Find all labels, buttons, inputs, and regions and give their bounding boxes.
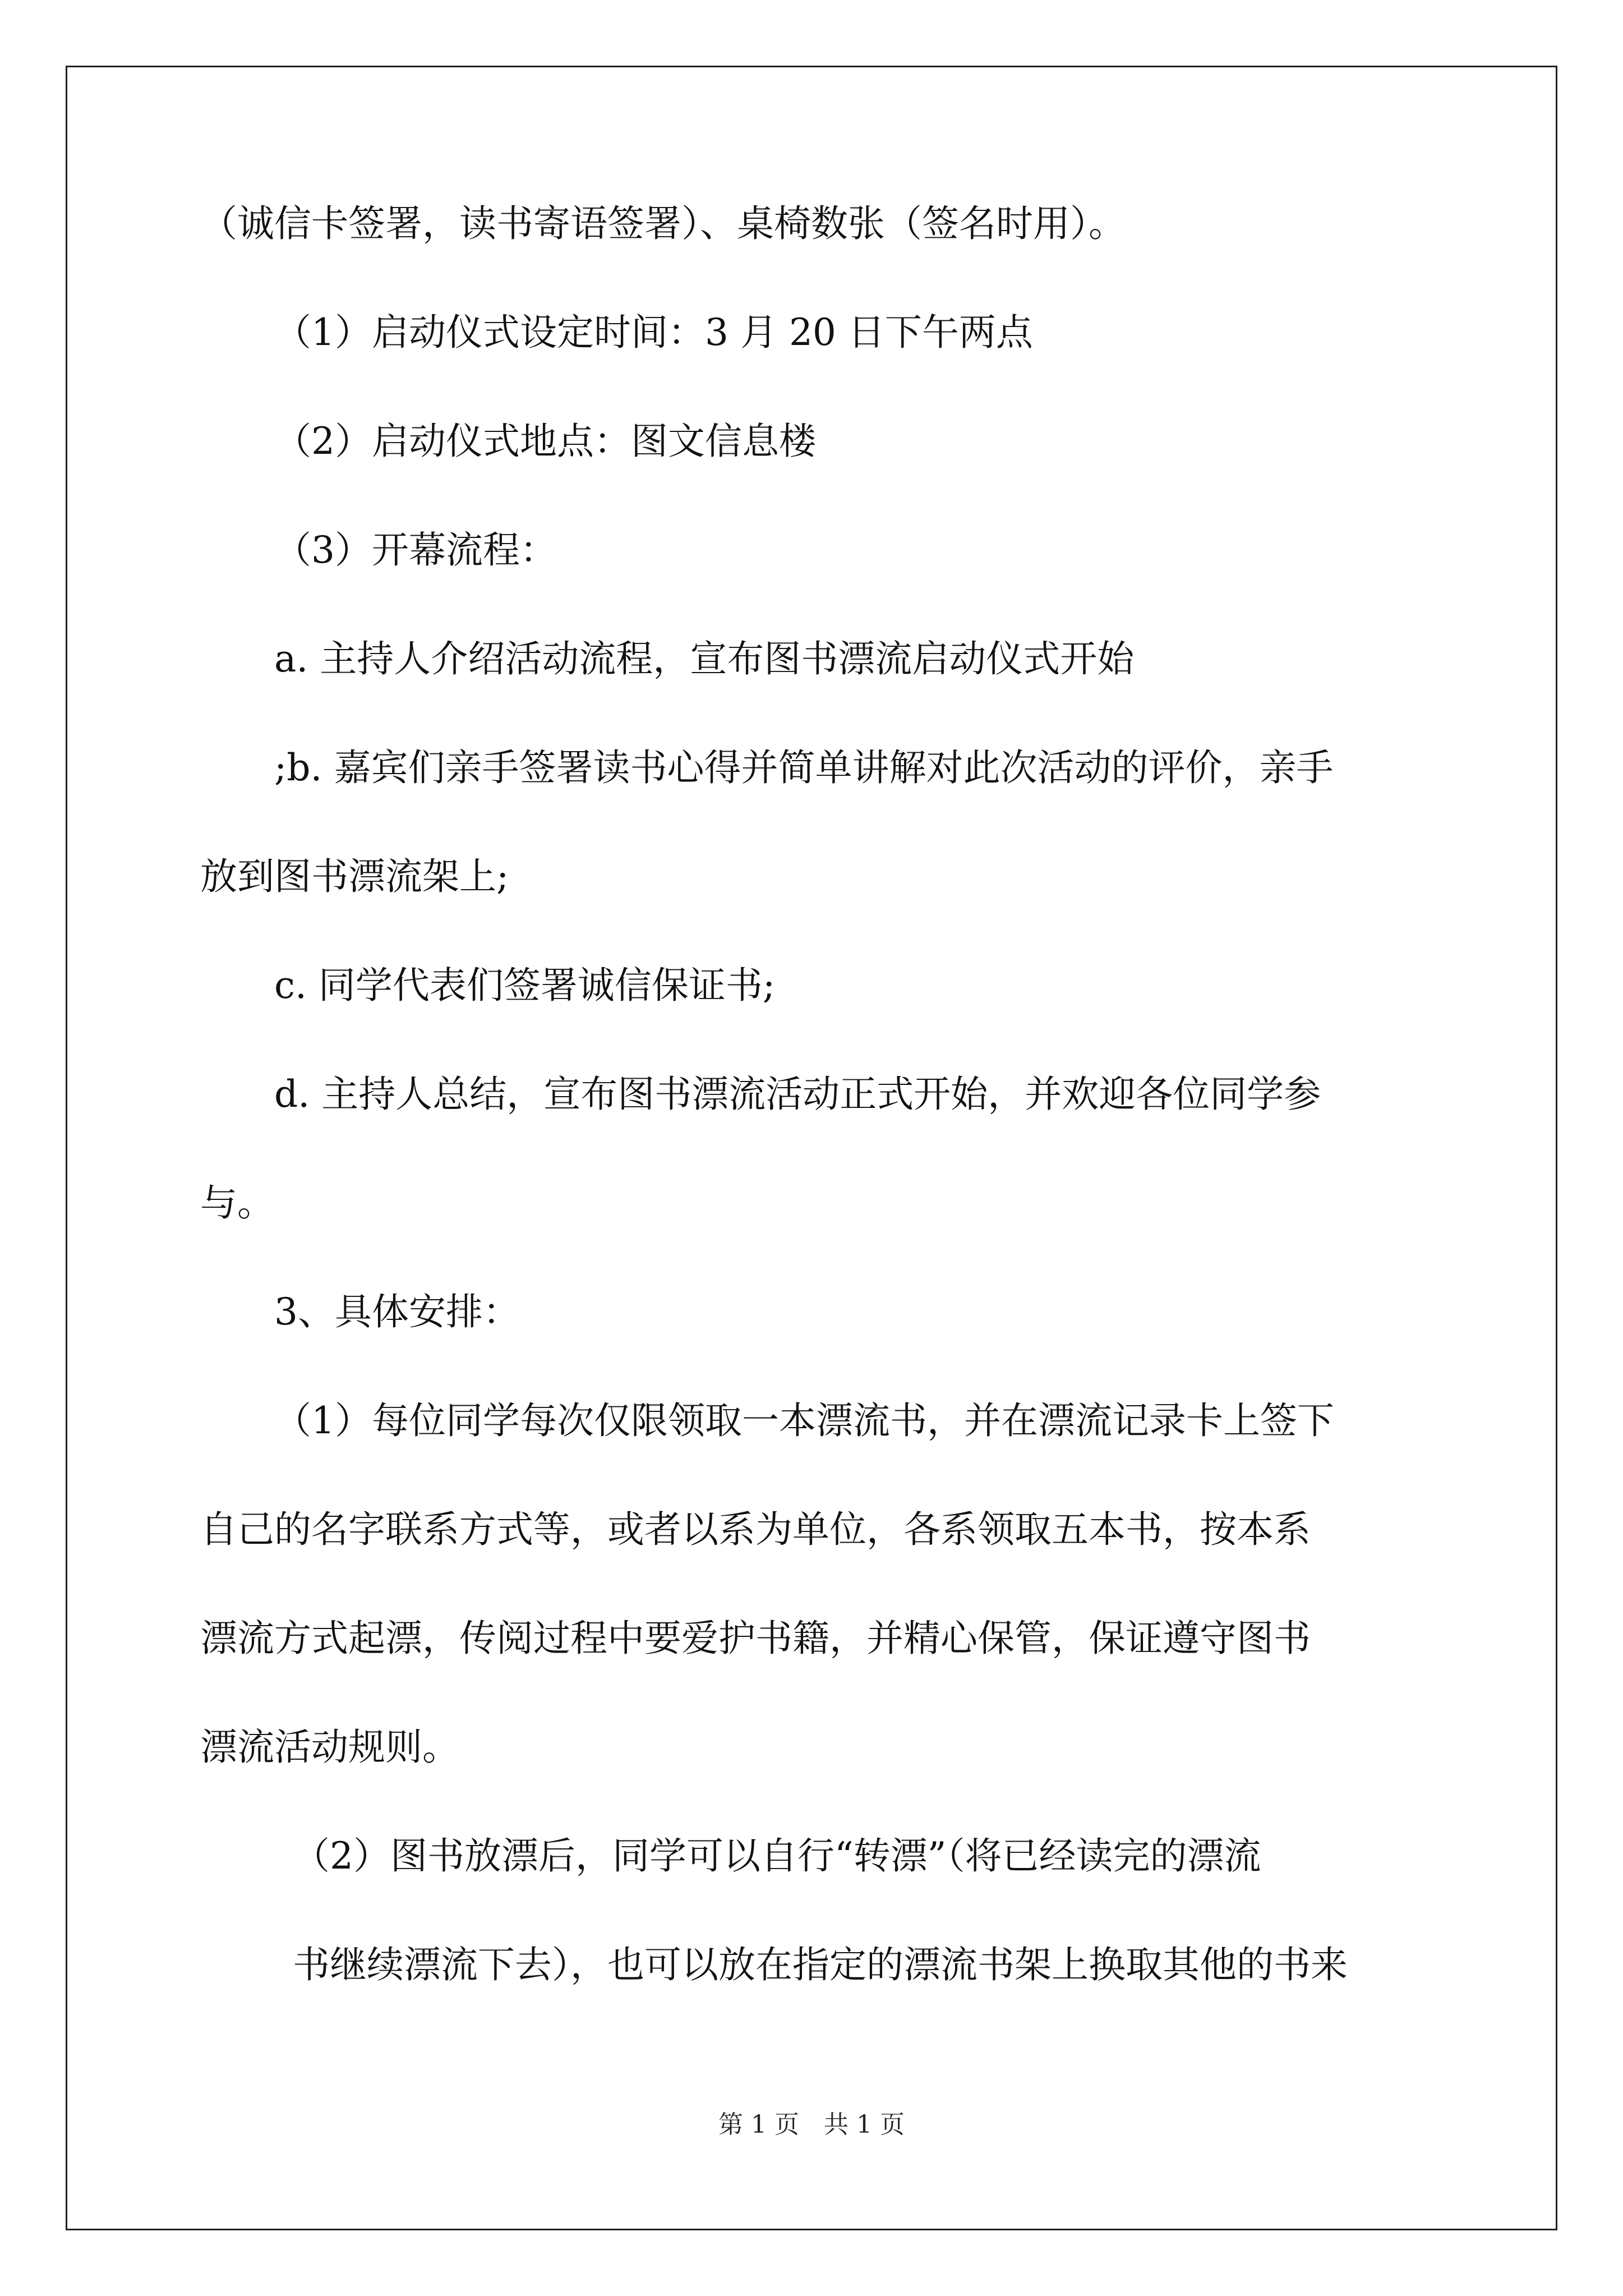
text-line: 自己的名字联系方式等，或者以系为单位，各系领取五本书，按本系 xyxy=(200,1508,1311,1551)
page-footer: 第 1 页 共 1 页 xyxy=(718,2110,905,2139)
text-line: （2）图书放漂后，同学可以自行“转漂”（将已经读完的漂流 xyxy=(293,1834,1261,1878)
text-line: 3、具体安排： xyxy=(274,1290,520,1333)
text-line: （3）开幕流程： xyxy=(274,528,557,572)
text-line: 与。 xyxy=(200,1181,274,1225)
text-line: （诚信卡签署，读书寄语签署）、桌椅数张（签名时用）。 xyxy=(200,202,1126,245)
text-line: 漂流活动规则。 xyxy=(200,1726,459,1769)
text-line: 书继续漂流下去），也可以放在指定的漂流书架上换取其他的书来 xyxy=(293,1943,1348,1986)
text-line: （2）启动仪式地点：图文信息楼 xyxy=(274,420,816,463)
text-line: d. 主持人总结，宣布图书漂流活动正式开始，并欢迎各位同学参 xyxy=(274,1073,1321,1116)
text-line: （1）每位同学每次仅限领取一本漂流书，并在漂流记录卡上签下 xyxy=(274,1399,1334,1442)
text-line: 放到图书漂流架上; xyxy=(200,855,509,898)
text-line: ;b. 嘉宾们亲手签署读书心得并简单讲解对此次活动的评价，亲手 xyxy=(274,746,1334,789)
document-body xyxy=(200,202,1434,2052)
text-line: （1）启动仪式设定时间：3 月 20 日下午两点 xyxy=(274,311,1033,354)
text-line: c. 同学代表们签署诚信保证书; xyxy=(274,964,776,1007)
text-line: 漂流方式起漂，传阅过程中要爱护书籍，并精心保管，保证遵守图书 xyxy=(200,1617,1311,1660)
text-line: a. 主持人介绍活动流程，宣布图书漂流启动仪式开始 xyxy=(274,637,1135,680)
